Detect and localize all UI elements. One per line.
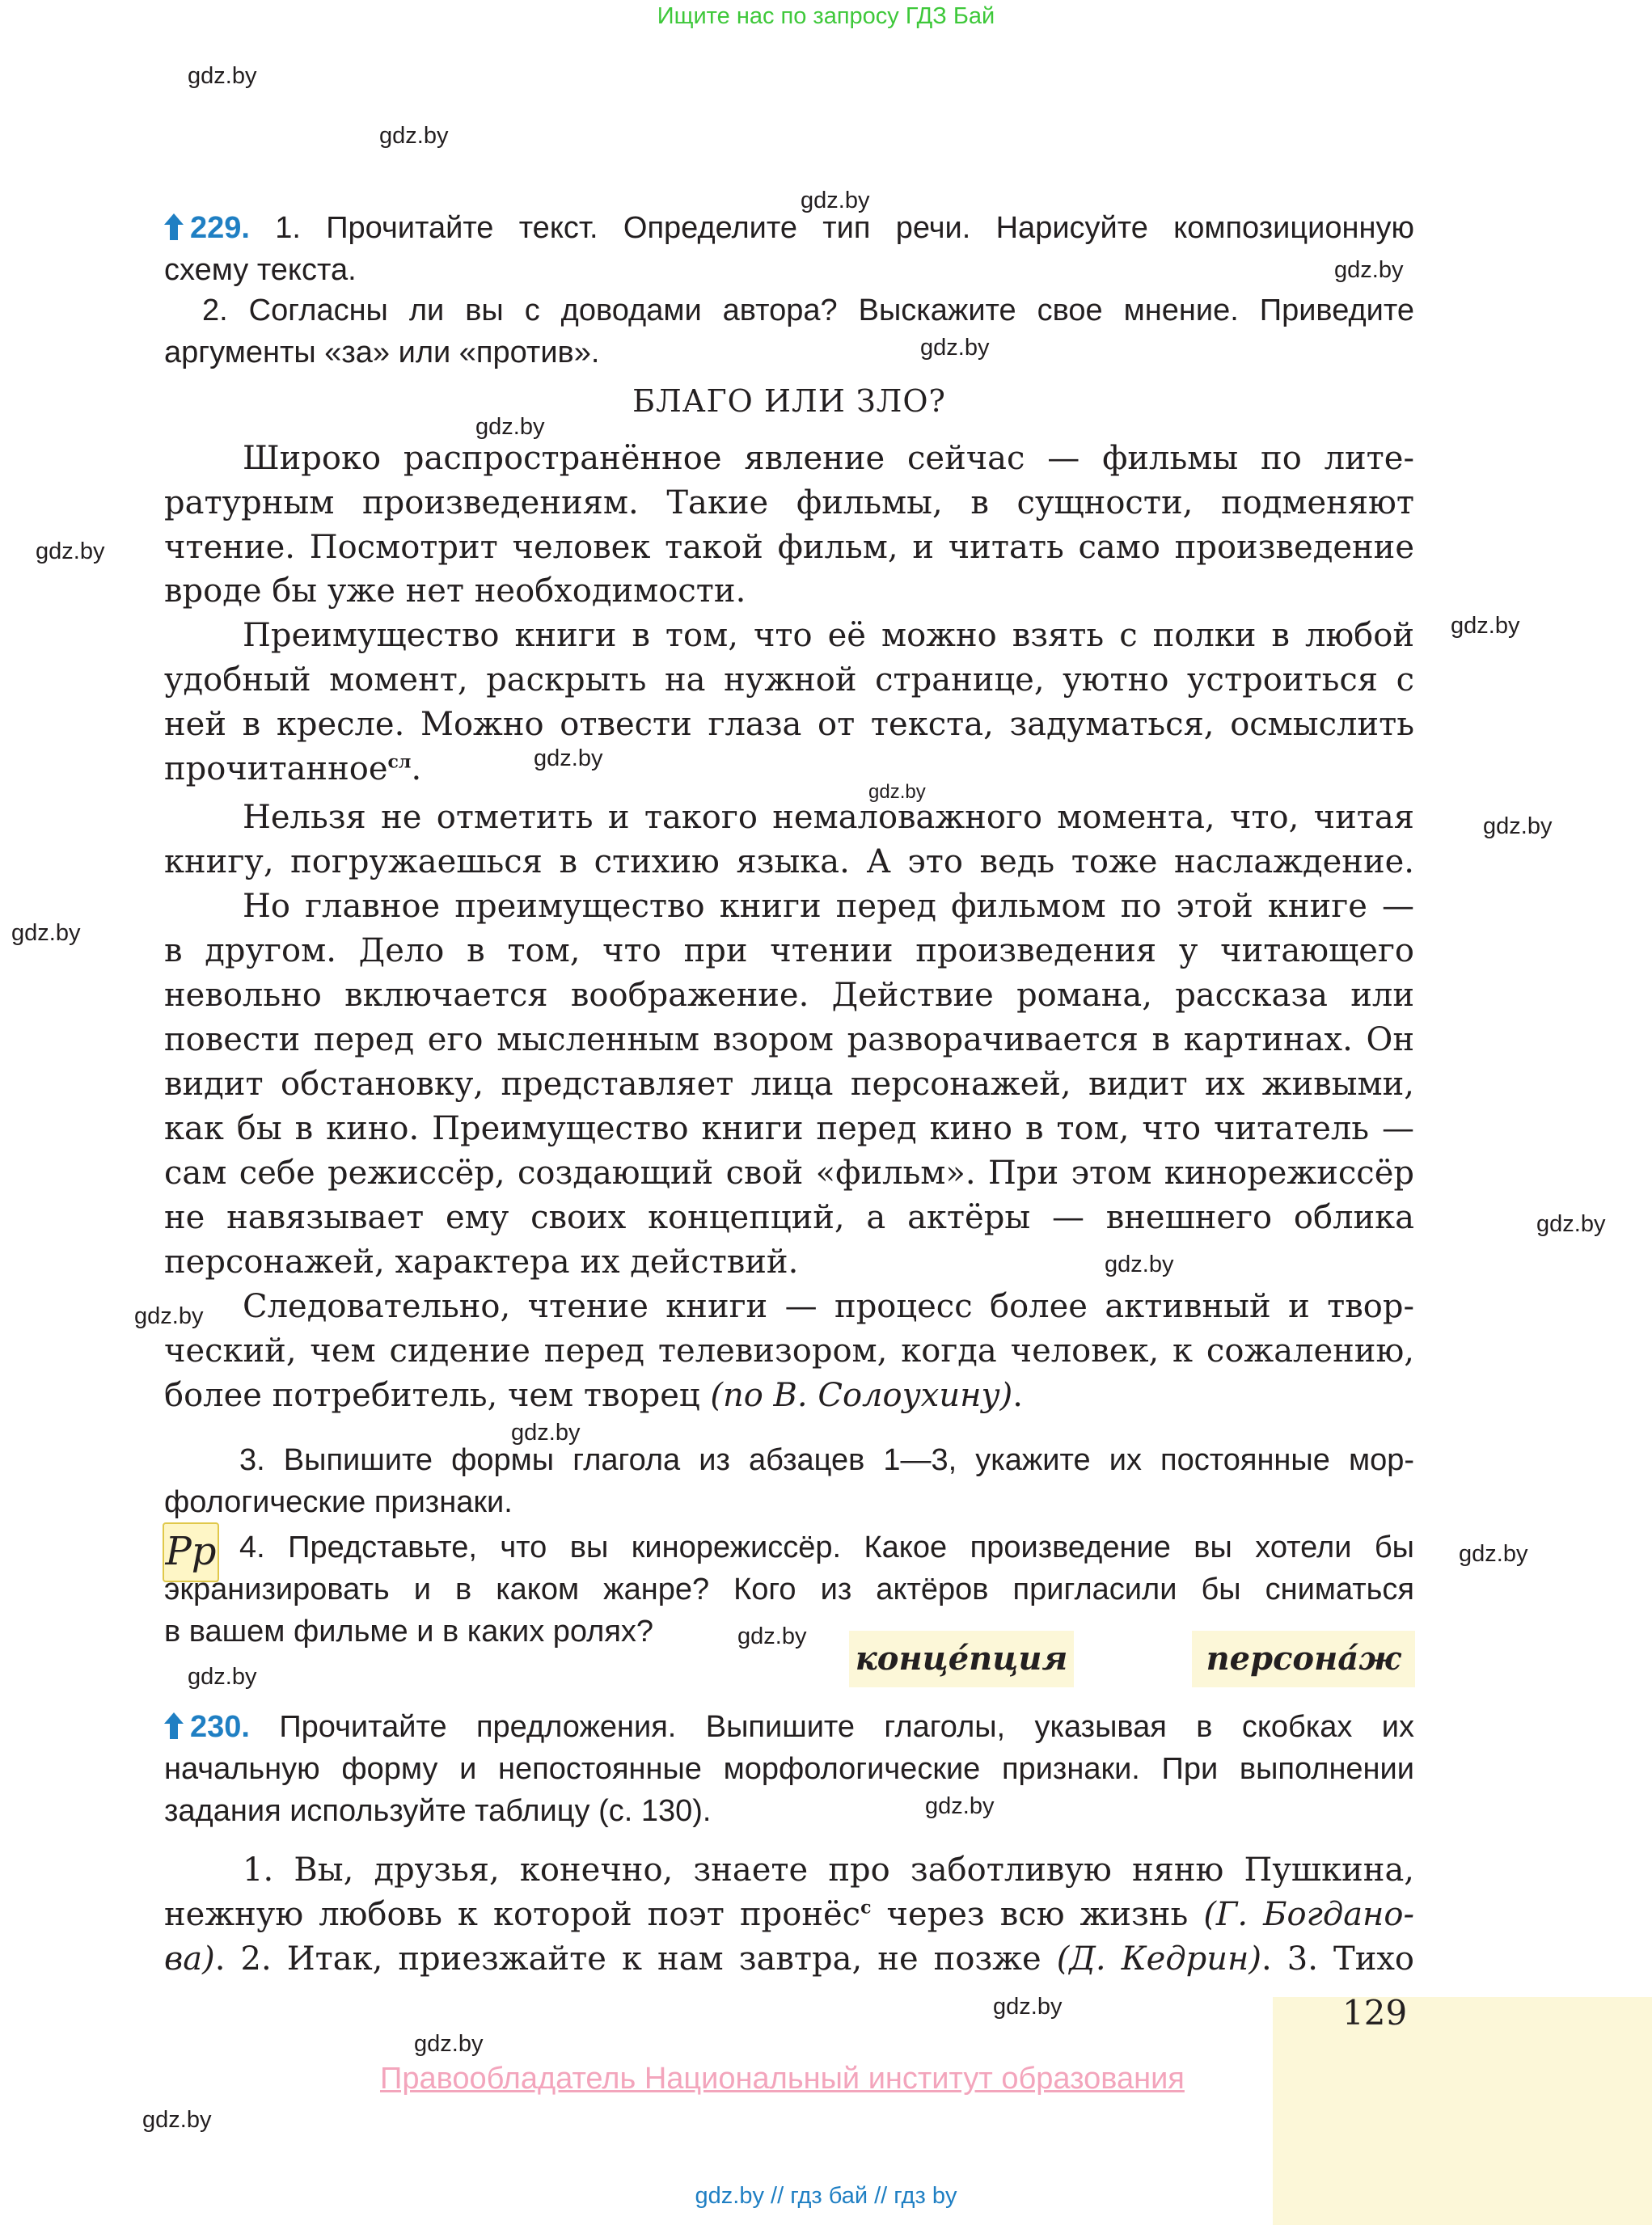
watermark: gdz.by [1483,813,1553,839]
text-line: Преимущество книги в том, что её можно взять с полки в любой [243,617,1414,654]
text-line: повести перед его мысленным взором разворачивается в картинах. Он [164,1021,1414,1058]
footer-links: gdz.by // гдз бай // гдз by [695,2183,957,2209]
exercise-230-line: задания используйте таблицу (с. 130). [164,1794,712,1828]
text-line: удобный момент, раскрыть на нужной странице, уютно устроиться с [164,661,1414,699]
watermark: gdz.by [188,1664,257,1690]
exercise-229-line: 229. 1. Прочитайте текст. Определите тип речи. Нарисуйте композиционную [164,207,1414,249]
sentence-line: ва). 2. Итак, приезжайте к нам завтра, не позже (Д. Кедрин). 3. Тихо [164,1940,1414,1978]
exercise-230-line: 230. Прочитайте предложения. Выпишите глаголы, указывая в скобках их [164,1706,1414,1748]
watermark: gdz.by [414,2031,484,2057]
search-banner: Ищите нас по запросу ГДЗ Бай [657,3,995,29]
text-line: ней в кресле. Можно отвести глаза от текста, задуматься, осмыслить [164,706,1414,743]
task-3-line: 3. Выпишите формы глагола из абзацев 1—3, укажите их постоянные мор- [239,1443,1414,1477]
text-line: прочитанное$^{сл}$. [164,750,422,787]
exercise-229-line: аргументы «за» или «против». [164,336,600,369]
exercise-229-number: 229. [164,211,250,245]
text-line: в другом. Дело в том, что при чтении произведения у читающего [164,932,1414,969]
watermark: gdz.by [1459,1541,1528,1567]
watermark: gdz.by [1105,1252,1174,1277]
watermark: gdz.by [920,335,990,361]
up-arrow-icon [164,1712,184,1738]
watermark: gdz.by [36,538,105,564]
vocab-word: персона́ж [1192,1631,1415,1687]
task-3-line: фологические признаки. [164,1485,513,1519]
watermark: gdz.by [1451,613,1520,639]
watermark: gdz.by [1334,257,1404,283]
watermark: gdz.by [134,1303,204,1329]
text-line: ратурным произведениям. Такие фильмы, в сущности, подменяют [164,484,1414,521]
text-line: Нельзя не отметить и такого немаловажного момента, что, читая [243,799,1414,836]
text-line: сам себе режиссёр, создающий свой «фильм». При этом кинорежиссёр [164,1155,1414,1192]
watermark: gdz.by [737,1623,807,1649]
page-number: 129 [1342,1993,1408,2033]
text-line: вроде бы уже нет необходимости. [164,572,746,610]
text-source: (по В. Солоухину) [710,1377,1013,1414]
watermark: gdz.by [993,1994,1063,2020]
text-line: видит обстановку, представляет лица персонажей, видит их живыми, [164,1066,1414,1103]
text-line: Следовательно, чтение книги — процесс более активный и твор- [243,1288,1414,1325]
speech-development-badge: Рр [163,1522,219,1582]
watermark: gdz.by [475,414,545,440]
vocab-word: конце́пция [849,1631,1074,1687]
exercise-230-line: начальную форму и непостоянные морфологические признаки. При выполнении [164,1752,1414,1786]
exercise-229-line: схему текста. [164,253,357,287]
sentence-line: нежную любовь к которой поэт пронёс$^с$ через всю жизнь (Г. Богдано- [164,1896,1414,1933]
text-line: как бы в кино. Преимущество книги перед кино в том, что читатель — [164,1110,1414,1147]
text-line: Широко распространённое явление сейчас — фильмы по лите- [243,440,1414,477]
text-line: книгу, погружаешься в стихию языка. А это ведь тоже наслаждение. [164,843,1414,880]
exercise-230-number: 230. [164,1710,250,1744]
text-line: ческий, чем сидение перед телевизором, когда человек, к сожалению, [164,1332,1414,1370]
text-line: невольно включается воображение. Действие романа, рассказа или [164,977,1414,1014]
watermark: gdz.by [868,781,926,803]
text-title: БЛАГО ИЛИ ЗЛО? [632,383,946,419]
watermark: gdz.by [188,63,257,89]
watermark: gdz.by [11,920,81,946]
sentence-line: 1. Вы, друзья, конечно, знаете про заботливую няню Пушкина, [243,1851,1414,1889]
text-line: персонажей, характера их действий. [164,1243,799,1281]
watermark: gdz.by [379,123,449,149]
watermark: gdz.by [1536,1211,1606,1237]
watermark: gdz.by [801,188,870,213]
text-line: Но главное преимущество книги перед фильмом по этой книге — [243,888,1414,925]
watermark: gdz.by [925,1793,995,1819]
up-arrow-icon [164,213,184,239]
task-4-line: 4. Представьте, что вы кинорежиссёр. Какое произведение вы хотели бы [239,1530,1414,1564]
text-line: не навязывает ему своих концепций, а актёры — внешнего облика [164,1199,1414,1236]
text-line: чтение. Посмотрит человек такой фильм, и читать само произведение [164,529,1414,566]
copyright-notice: Правообладатель Национальный институт образования [380,2062,1185,2096]
exercise-229-line: 2. Согласны ли вы с доводами автора? Выскажите свое мнение. Приведите [202,293,1414,327]
watermark: gdz.by [142,2107,212,2133]
text-line: более потребитель, чем творец (по В. Солоухину). [164,1377,1023,1414]
watermark: gdz.by [534,745,603,771]
watermark: gdz.by [511,1420,581,1446]
task-4-line: в вашем фильме и в каких ролях? [164,1615,654,1649]
task-4-line: экранизировать и в каком жанре? Кого из актёров пригласили бы сниматься [164,1573,1414,1606]
